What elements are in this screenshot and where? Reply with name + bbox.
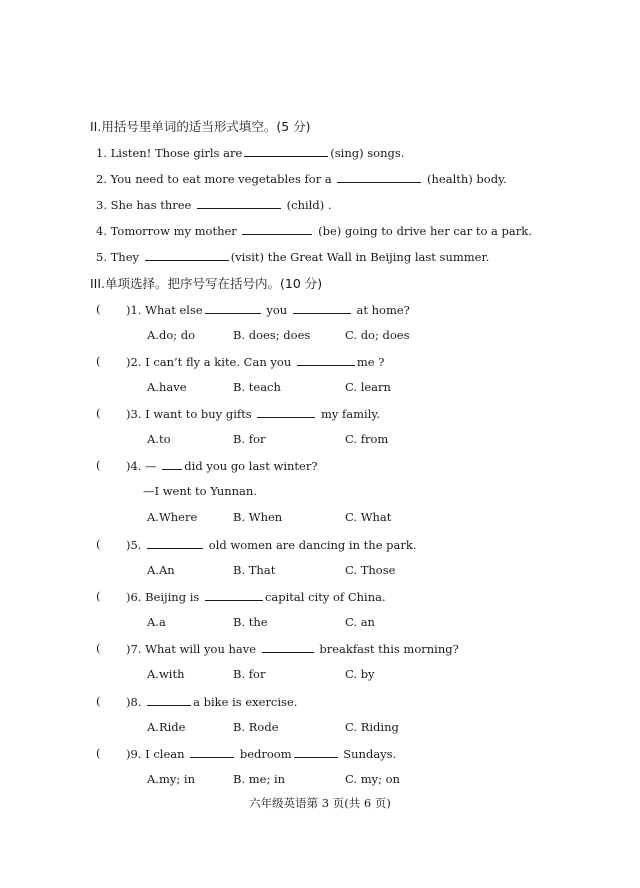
fill-question-4 [96, 223, 532, 238]
fill-question-5 [96, 249, 489, 264]
option-b: B. teach [233, 380, 281, 394]
question-number: )2. [126, 355, 142, 369]
option-b: B. When [233, 510, 283, 524]
question-text: Tomorrow my mother [110, 224, 237, 238]
question-text: capital city of China. [264, 590, 386, 604]
answer-blank[interactable] [297, 354, 355, 366]
question-text: you [266, 303, 288, 317]
answer-paren[interactable]: ( [96, 537, 101, 551]
answer-paren[interactable]: ( [96, 694, 101, 708]
choice-question-5 [126, 537, 417, 552]
question-text: old women are dancing in the park. [208, 538, 417, 552]
choice-question-6 [126, 589, 386, 604]
answer-blank[interactable] [205, 589, 263, 601]
option-c: C. by [345, 667, 375, 681]
option-c: C. Those [345, 563, 396, 577]
option-a: A.An [147, 563, 175, 577]
option-b: B. for [233, 667, 266, 681]
answer-blank[interactable] [190, 746, 234, 758]
question-text: What else [145, 303, 203, 317]
choice-question-9 [126, 746, 396, 761]
option-a: A.Ride [147, 720, 186, 734]
answer-blank[interactable] [294, 746, 338, 758]
question-text: did you go last winter? [184, 459, 318, 473]
option-c: C. from [345, 432, 389, 446]
choice-question-8 [126, 694, 297, 709]
answer-blank[interactable] [147, 537, 203, 549]
question-number: )7. [126, 642, 142, 656]
question-hint: (sing) songs. [330, 146, 405, 160]
question-text: my family. [320, 407, 381, 421]
fill-question-1 [96, 145, 404, 160]
question-number: 2. [96, 172, 107, 186]
option-a: A.with [147, 667, 185, 681]
question-text: They [110, 250, 140, 264]
option-c: C. Riding [345, 720, 399, 734]
answer-blank[interactable] [293, 302, 351, 314]
question-number: 1. [96, 146, 107, 160]
answer-blank[interactable] [145, 249, 229, 261]
question-hint: (child) . [286, 198, 332, 212]
fill-question-3 [96, 197, 332, 212]
answer-paren[interactable]: ( [96, 302, 101, 316]
question-text: Sundays. [343, 747, 397, 761]
answer-paren[interactable]: ( [96, 406, 101, 420]
option-a: A.a [147, 615, 166, 629]
choice-question-3 [126, 406, 380, 421]
question-number: )1. [126, 303, 142, 317]
question-text: She has three [110, 198, 192, 212]
answer-blank[interactable] [262, 641, 314, 653]
option-c: C. What [345, 510, 392, 524]
question-text: I can’t fly a kite. Can you [145, 355, 292, 369]
option-a: A.Where [147, 510, 198, 524]
answer-blank[interactable] [205, 302, 261, 314]
question-text: What will you have [145, 642, 257, 656]
choice-question-4 [126, 458, 318, 473]
question-hint: (visit) the Great Wall in Beijing last summer. [230, 250, 490, 264]
answer-blank[interactable] [197, 197, 281, 209]
question-text: I want to buy gifts [145, 407, 252, 421]
choice-question-7 [126, 641, 459, 656]
answer-paren[interactable]: ( [96, 746, 101, 760]
question-number: )5. [126, 538, 142, 552]
answer-blank[interactable] [162, 458, 182, 470]
choice-question-2 [126, 354, 384, 369]
answer-paren[interactable]: ( [96, 641, 101, 655]
option-a: A.do; do [147, 328, 196, 342]
question-number: )9. [126, 747, 142, 761]
question-text: I clean [145, 747, 185, 761]
option-b: B. the [233, 615, 268, 629]
question-number: )4. [126, 459, 142, 473]
answer-blank[interactable] [257, 406, 315, 418]
question-text: Beijing is [145, 590, 200, 604]
option-b: B. That [233, 563, 276, 577]
choice-question-1 [126, 302, 410, 317]
option-b: B. me; in [233, 772, 286, 786]
section-2-title: II.用括号里单词的适当形式填空。(5 分) [90, 119, 311, 134]
option-a: A.my; in [147, 772, 195, 786]
answer-blank[interactable] [147, 694, 191, 706]
question-number: 3. [96, 198, 107, 212]
option-c: C. my; on [345, 772, 400, 786]
question-text: me ? [356, 355, 385, 369]
section-3-title: III.单项选择。把序号写在括号内。(10 分) [90, 276, 323, 291]
fill-question-2 [96, 171, 507, 186]
question-number: )8. [126, 695, 142, 709]
answer-blank[interactable] [337, 171, 421, 183]
question-text: Listen! Those girls are [110, 146, 243, 160]
question-hint: (be) going to drive her car to a park. [318, 224, 532, 238]
option-c: C. learn [345, 380, 391, 394]
dialogue-answer: —I went to Yunnan. [143, 484, 257, 498]
question-text: a bike is exercise. [193, 695, 298, 709]
question-text: breakfast this morning? [319, 642, 459, 656]
option-c: C. do; does [345, 328, 410, 342]
option-b: B. does; does [233, 328, 311, 342]
option-a: A.to [147, 432, 171, 446]
answer-blank[interactable] [244, 145, 328, 157]
option-a: A.have [147, 380, 187, 394]
question-hint: (health) body. [427, 172, 507, 186]
option-c: C. an [345, 615, 375, 629]
question-number: )6. [126, 590, 142, 604]
option-b: B. for [233, 432, 266, 446]
answer-paren[interactable]: ( [96, 458, 101, 472]
question-text: — [145, 459, 157, 473]
option-b: B. Rode [233, 720, 279, 734]
answer-blank[interactable] [242, 223, 312, 235]
answer-paren[interactable]: ( [96, 354, 101, 368]
question-text: You need to eat more vegetables for a [110, 172, 332, 186]
question-text: bedroom [239, 747, 292, 761]
answer-paren[interactable]: ( [96, 589, 101, 603]
question-text: at home? [356, 303, 410, 317]
page-footer: 六年级英语第 3 页(共 6 页) [249, 796, 391, 810]
question-number: 5. [96, 250, 107, 264]
question-number: 4. [96, 224, 107, 238]
question-number: )3. [126, 407, 142, 421]
